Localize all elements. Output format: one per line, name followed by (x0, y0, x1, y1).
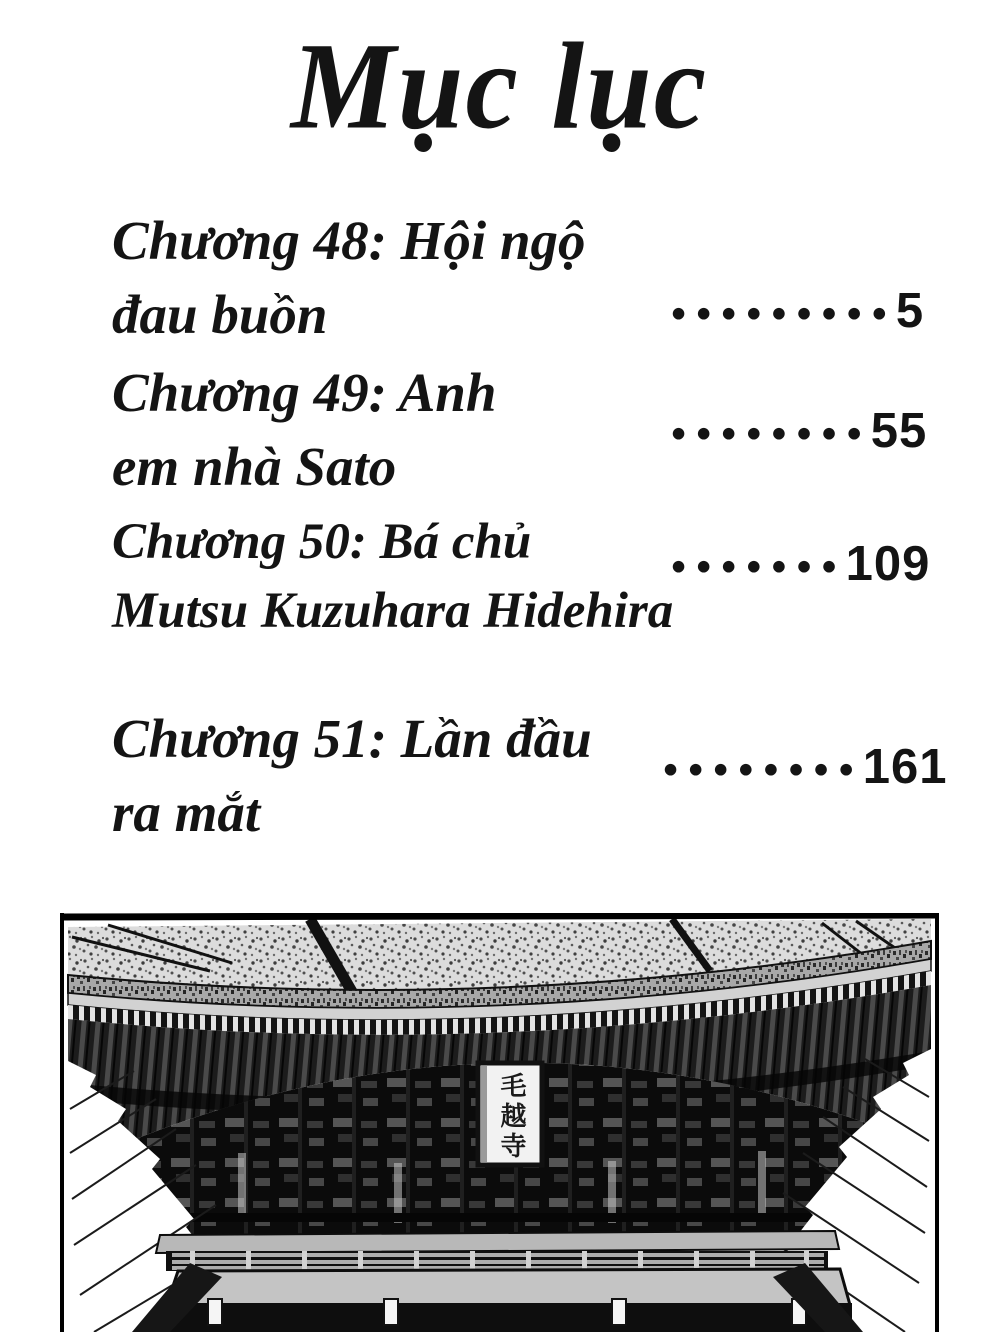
dot-leader-48 (668, 283, 924, 339)
toc-entry-49 (112, 356, 732, 505)
toc-entry-50 (112, 508, 732, 646)
chapter-label-line2: em nhà Sato (112, 436, 397, 498)
temple-sign-text: 毛越寺 (496, 1072, 526, 1162)
page-number: 109 (845, 536, 931, 591)
balcony-floor (166, 1269, 850, 1307)
chapter-label-line2: đau buồn (112, 284, 328, 346)
dot-leader-49 (668, 403, 927, 459)
chapter-label-line2: Mutsu Kuzuhara Hidehira (112, 582, 674, 639)
dot-leader-50 (668, 536, 930, 592)
toc-entry-48 (112, 204, 732, 353)
lintel-shadow (156, 1213, 846, 1222)
balcony-underside (160, 1303, 852, 1332)
chapter-label-line1: Chương 48: Hội ngộ (112, 210, 586, 271)
dot-leader-51 (660, 739, 948, 795)
leader-dots: ••••••• (668, 547, 844, 587)
leader-dots: ••••••••• (668, 294, 894, 334)
chapter-label-line2: ra mắt (112, 782, 261, 844)
railing-top-beam (156, 1231, 839, 1253)
chapter-label-line1: Chương 50: Bá chủ (112, 514, 532, 570)
page-number: 55 (870, 403, 928, 458)
page-title: Mục lục (290, 17, 709, 155)
chapter-label-line1: Chương 49: Anh (112, 362, 497, 423)
leader-dots: •••••••• (668, 414, 869, 454)
chapter-label-line1: Chương 51: Lần đầu (112, 708, 592, 769)
leader-dots: •••••••• (660, 750, 861, 790)
toc-entry-51 (112, 702, 732, 851)
page-number: 5 (895, 283, 925, 338)
page-number: 161 (862, 739, 948, 794)
railing-rails (172, 1253, 824, 1270)
